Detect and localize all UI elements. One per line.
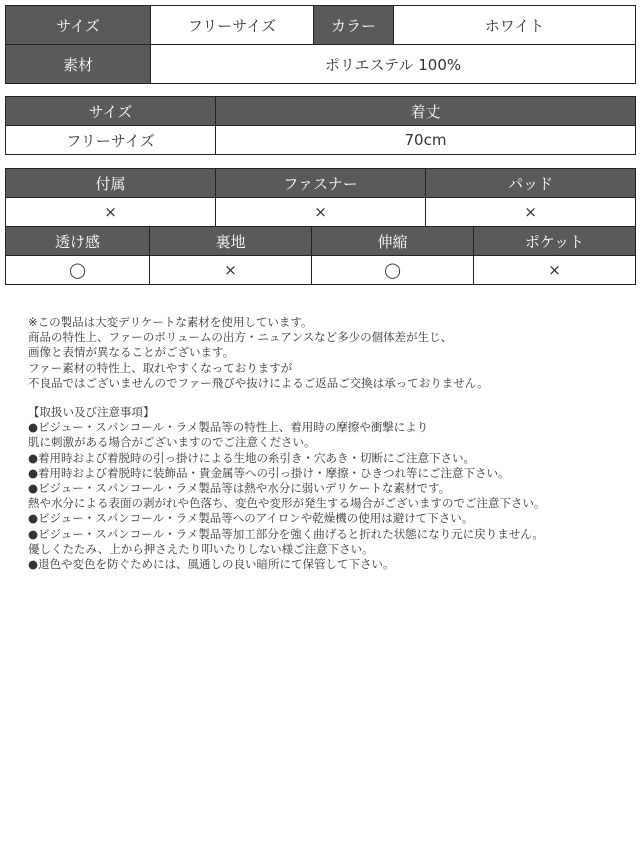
note-line: 商品の特性上、ファーのボリュームの出方・ニュアンスなど多少の個体差が生じ、 — [28, 330, 453, 345]
size-cell: フリーサイズ — [6, 126, 216, 155]
spec-table-basic — [5, 5, 636, 84]
care-line: 熱や水分による表面の剥がれや色落ち、変色や変形が発生する場合がございますのでご注意下さい。 — [28, 496, 546, 511]
product-notes — [28, 315, 628, 572]
material-label: 素材 — [6, 45, 151, 84]
table-header-row — [6, 227, 636, 256]
table-row — [6, 45, 636, 84]
note-line: 画像と表情が異なることがございます。 — [28, 345, 235, 360]
table-row — [6, 256, 636, 285]
care-heading: 【取扱い及び注意事項】 — [28, 405, 155, 420]
color-label: カラー — [314, 6, 394, 45]
lining-cell: × — [150, 256, 312, 285]
note-spacer — [28, 391, 628, 405]
note-line: ファー素材の特性上、取れやすくなっておりますが — [28, 360, 293, 375]
care-line: ●ビジュー・スパンコール・ラメ製品等へのアイロンや乾燥機の使用は避けて下さい。 — [28, 511, 474, 526]
accessory-cell: × — [6, 198, 216, 227]
material-value: ポリエステル 100% — [151, 45, 636, 84]
spec-table-accessories — [5, 168, 636, 227]
table-row — [6, 126, 636, 155]
care-line: ●退色や変色を防ぐためには、風通しの良い暗所にて保管して下さい。 — [28, 557, 395, 572]
pocket-cell: × — [474, 256, 636, 285]
pad-cell: × — [426, 198, 636, 227]
care-line: 肌に刺激がある場合がございますのでご注意ください。 — [28, 435, 316, 450]
size-header: サイズ — [6, 97, 216, 126]
length-cell: 70cm — [216, 126, 636, 155]
pocket-header: ポケット — [474, 227, 636, 256]
sheerness-cell: ◯ — [6, 256, 150, 285]
lining-header: 裏地 — [150, 227, 312, 256]
care-line: ●ビジュー・スパンコール・ラメ製品等加工部分を強く曲げると折れた状態になり元に戻りません。 — [28, 526, 544, 541]
zipper-cell: × — [216, 198, 426, 227]
care-line: 優しくたたみ、上から押さえたり叩いたりしない様ご注意下さい。 — [28, 541, 374, 556]
pad-header: パッド — [426, 169, 636, 198]
table-header-row — [6, 97, 636, 126]
zipper-header: ファスナー — [216, 169, 426, 198]
stretch-header: 伸縮 — [312, 227, 474, 256]
care-line: ●着用時および着脱時の引っ掛けによる生地の糸引き・穴あき・切断にご注意下さい。 — [28, 450, 476, 465]
table-header-row — [6, 169, 636, 198]
care-line: ●ビジュー・スパンコール・ラメ製品等は熱や水分に弱いデリケートな素材です。 — [28, 481, 451, 496]
note-line: 不良品ではございませんのでファー飛びや抜けによるご返品ご交換は承っておりません。 — [28, 375, 489, 390]
accessory-header: 付属 — [6, 169, 216, 198]
size-label: サイズ — [6, 6, 151, 45]
note-line: ※この製品は大変デリケートな素材を使用しています。 — [28, 315, 313, 329]
table-row — [6, 198, 636, 227]
sheerness-header: 透け感 — [6, 227, 150, 256]
care-line: ●ビジュー・スパンコール・ラメ製品等の特性上、着用時の摩擦や衝撃により — [28, 420, 429, 435]
table-row — [6, 6, 636, 45]
length-header: 着丈 — [216, 97, 636, 126]
color-value: ホワイト — [394, 6, 636, 45]
size-value: フリーサイズ — [151, 6, 314, 45]
spec-table-size — [5, 96, 636, 155]
spec-table-features — [5, 226, 636, 285]
care-line: ●着用時および着脱時に装飾品・貴金属等への引っ掛け・摩擦・ひきつれ等にご注意下さい。 — [28, 465, 510, 480]
stretch-cell: ◯ — [312, 256, 474, 285]
